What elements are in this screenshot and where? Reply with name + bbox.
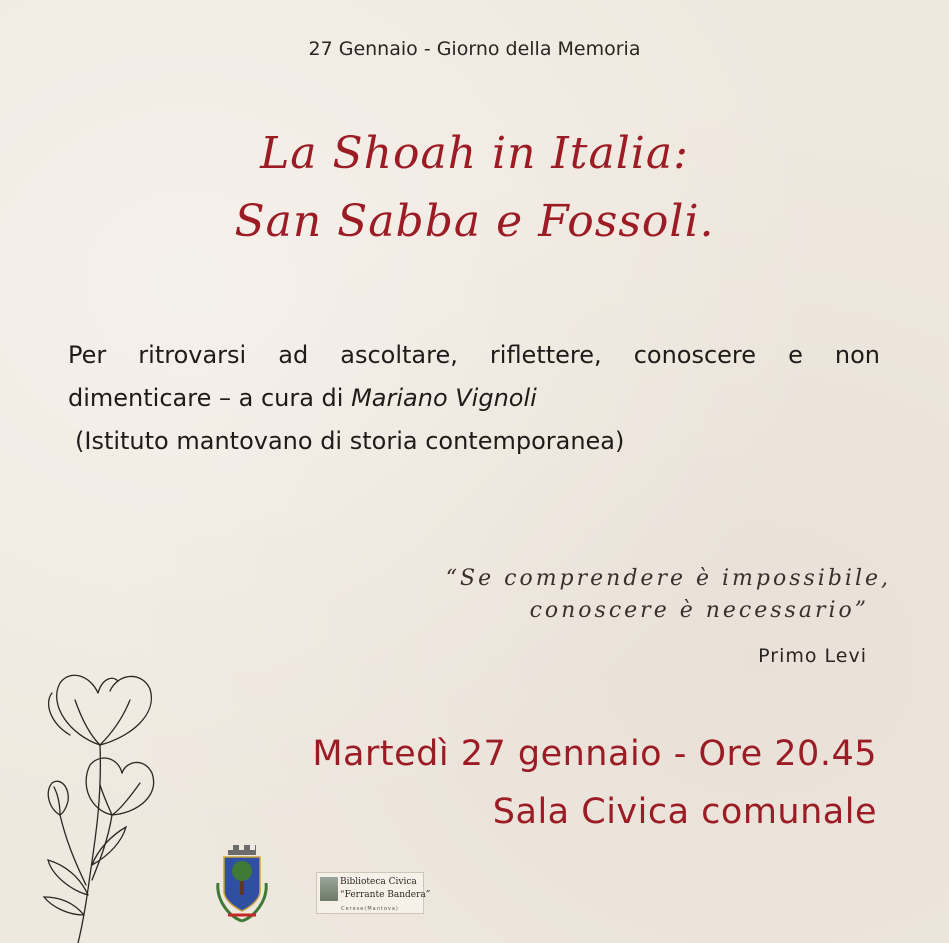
event-datetime: Martedì 27 gennaio - Ore 20.45: [312, 734, 877, 774]
poppy-flower-illustration: [30, 665, 180, 943]
description-prefix: dimenticare – a cura di: [68, 384, 352, 412]
library-building-icon: [320, 877, 338, 901]
quote-line-2: conoscere è necessario”: [529, 598, 869, 623]
speaker-name: Mariano Vignoli: [351, 384, 537, 412]
library-name-line-2: “Ferrante Bandera”: [340, 890, 431, 900]
event-subtitle: 27 Gennaio - Giorno della Memoria: [308, 38, 641, 60]
event-location: Sala Civica comunale: [492, 792, 877, 832]
title-line-2: San Sabba e Fossoli.: [234, 196, 715, 247]
description-line-3: (Istituto mantovano di storia contemporanea): [75, 427, 625, 455]
quote-author: Primo Levi: [758, 645, 867, 667]
title-line-1: La Shoah in Italia:: [260, 128, 689, 179]
library-location: Cerese(Mantova): [341, 906, 399, 912]
library-name-line-1: Biblioteca Civica: [340, 877, 417, 887]
municipal-crest-icon: [214, 843, 270, 925]
quote-line-1: “Se comprendere è impossibile,: [445, 566, 891, 591]
description-line-1: Per ritrovarsi ad ascoltare, riflettere, conoscere e non: [68, 341, 880, 369]
description-line-2: [68, 377, 880, 420]
library-logo: [316, 872, 431, 914]
